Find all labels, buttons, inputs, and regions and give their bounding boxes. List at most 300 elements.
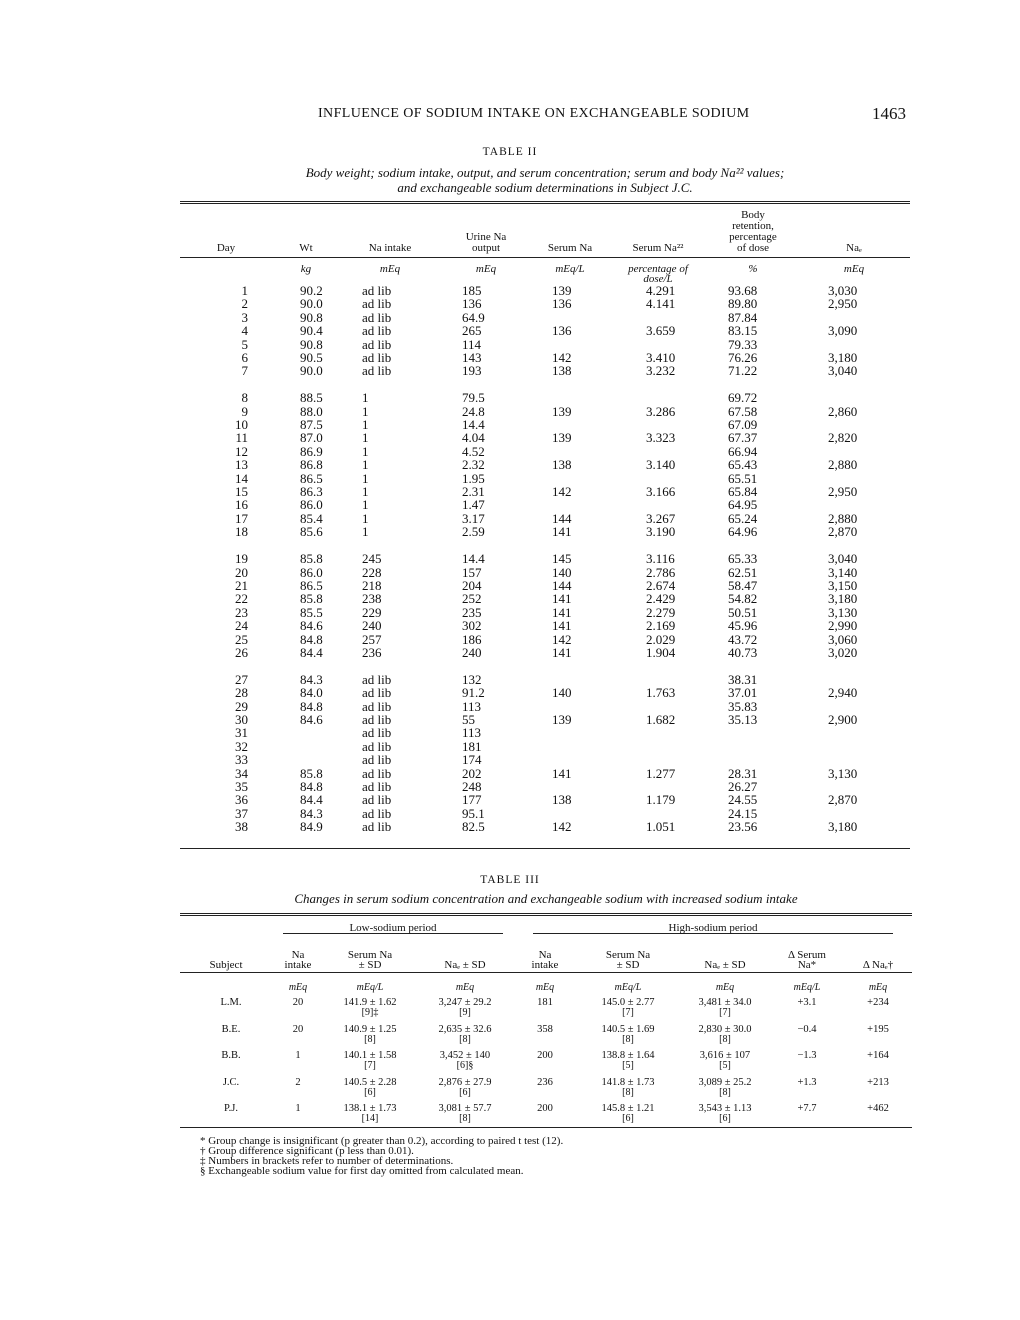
cell-na22: 3.166 — [646, 484, 676, 500]
cell-serum: 139 — [552, 430, 572, 446]
table-row — [180, 284, 910, 297]
cell-urine: 302 — [462, 618, 482, 634]
cell-ret: 76.26 — [728, 350, 758, 366]
header-wt: Wt — [299, 242, 313, 254]
header-low-na-line1: Na — [291, 949, 305, 961]
cell-day: 8 — [241, 390, 248, 406]
cell-serum — [532, 726, 608, 739]
cell-d-nae: +213 — [867, 1076, 889, 1088]
table-row — [180, 780, 910, 793]
cell-high-nae — [680, 1078, 770, 1105]
cell-serum — [532, 445, 608, 458]
cell-nae: 2,950 — [828, 296, 858, 312]
cell-wt: 84.6 — [300, 618, 323, 634]
table-row — [180, 552, 910, 565]
cell-wt: 84.6 — [300, 711, 323, 727]
cell-intake: 257 — [362, 631, 382, 647]
cell-urine: 91.2 — [462, 685, 485, 701]
cell-serum: 136 — [552, 323, 572, 339]
cell-urine: 2.59 — [462, 524, 485, 540]
table-row — [180, 700, 910, 713]
cell-intake: ad lib — [362, 778, 392, 794]
cell-day: 14 — [235, 470, 248, 486]
cell-na22: 4.291 — [646, 283, 676, 298]
cell-urine: 113 — [462, 698, 482, 714]
cell-day: 36 — [235, 792, 248, 808]
cell-na22: 3.659 — [646, 323, 676, 339]
unit3-low-serum: mEq/L — [356, 982, 384, 993]
table-row — [180, 1025, 912, 1052]
table-row — [180, 646, 910, 659]
cell-d-nae: +234 — [867, 997, 889, 1008]
cell-day: 22 — [235, 591, 248, 607]
cell-intake: 1 — [362, 390, 369, 406]
cell-ret: 87.84 — [728, 309, 758, 325]
cell-value: 3,247 ± 29.2 — [438, 997, 492, 1008]
cell-subject: P.J. — [223, 1103, 238, 1114]
table3-bottom-rule — [180, 1127, 912, 1128]
cell-urine: 4.52 — [462, 443, 485, 459]
table-row — [180, 512, 910, 525]
footnote: § Exchangeable sodium value for first day omitted from calculated mean. — [200, 1165, 524, 1177]
unit-ret: % — [748, 263, 758, 275]
cell-intake: ad lib — [362, 296, 392, 312]
cell-urine: 14.4 — [462, 551, 485, 567]
cell-urine: 1.95 — [462, 470, 485, 486]
cell-day: 7 — [241, 363, 248, 379]
footnote: † Group difference significant (p less than 0.01). — [200, 1145, 414, 1157]
header-high-na-line1: Na — [538, 949, 552, 961]
cell-na22: 3.286 — [646, 403, 676, 419]
cell-serum — [532, 700, 608, 713]
unit-na22 — [608, 254, 708, 284]
cell-day: 28 — [235, 685, 248, 701]
cell-ret: 40.73 — [728, 644, 758, 660]
cell-nae: 2,860 — [828, 403, 858, 419]
table2-caption — [180, 165, 910, 195]
cell-wt: 90.2 — [300, 283, 323, 298]
cell-urine: 204 — [462, 577, 482, 593]
cell-nae: 3,040 — [828, 363, 858, 379]
cell-wt: 90.8 — [300, 309, 323, 325]
cell-intake: 238 — [362, 591, 382, 607]
cell-na22: 2.429 — [646, 591, 676, 607]
unit3-low-nae: mEq — [455, 982, 475, 993]
cell-urine: 113 — [462, 725, 482, 741]
cell-d-serum: −0.4 — [797, 1023, 817, 1035]
cell-d-serum: −1.3 — [797, 1050, 817, 1061]
cell-low-na: 20 — [292, 1023, 304, 1035]
cell-low-na: 1 — [295, 1050, 301, 1061]
cell-value: 3,543 ± 1.13 — [698, 1103, 752, 1114]
group-high-label: High-sodium period — [533, 923, 893, 934]
cell-value: 140.1 ± 1.58 — [343, 1050, 397, 1061]
table2 — [180, 208, 910, 834]
cell-nae: 3,180 — [828, 591, 858, 607]
cell-count: [14] — [361, 1113, 379, 1124]
cell-na22: 1.904 — [646, 644, 676, 660]
cell-day: 26 — [235, 644, 248, 660]
cell-intake: 1 — [362, 430, 369, 446]
header-dserum-line2: Na* — [797, 959, 817, 971]
cell-urine: 185 — [462, 283, 482, 298]
cell-nae — [798, 311, 910, 324]
cell-serum: 138 — [552, 363, 572, 379]
cell-intake: ad lib — [362, 725, 392, 741]
header-ret-line2: retention, — [732, 220, 774, 232]
cell-nae — [798, 780, 910, 793]
cell-intake: 1 — [362, 417, 369, 433]
cell-value: 3,089 ± 25.2 — [698, 1076, 752, 1088]
cell-serum: 141 — [552, 604, 572, 620]
table-row — [180, 767, 910, 780]
table2-header-rule — [180, 257, 910, 258]
cell-ret: 24.55 — [728, 792, 758, 808]
cell-count: [5] — [719, 1060, 731, 1071]
cell-day: 30 — [235, 711, 248, 727]
unit-na22-line1: percentage of — [628, 263, 688, 275]
cell-urine: 3.17 — [462, 510, 485, 526]
cell-na22: 1.179 — [646, 792, 676, 808]
cell-urine: 1.47 — [462, 497, 485, 513]
cell-nae: 2,990 — [828, 618, 858, 634]
cell-day: 32 — [235, 738, 248, 754]
cell-wt: 86.5 — [300, 577, 323, 593]
cell-serum — [532, 673, 608, 686]
unit-serum: mEq/L — [555, 263, 585, 275]
cell-intake: 1 — [362, 443, 369, 459]
cell-count: [6] — [364, 1086, 376, 1098]
cell-na22: 3.116 — [646, 551, 675, 567]
cell-wt: 90.0 — [300, 363, 323, 379]
cell-nae — [798, 740, 910, 753]
cell-wt: 84.4 — [300, 792, 323, 808]
cell-count: [8] — [459, 1113, 471, 1124]
cell-ret: 43.72 — [728, 631, 758, 647]
cell-serum: 141 — [552, 644, 572, 660]
unit-day — [180, 254, 272, 284]
cell-na22 — [608, 338, 708, 351]
cell-day: 18 — [235, 524, 248, 540]
cell-serum: 140 — [552, 564, 572, 580]
cell-serum — [532, 472, 608, 485]
cell-serum: 140 — [552, 685, 572, 701]
cell-low-na: 2 — [295, 1076, 301, 1088]
cell-wt: 84.8 — [300, 698, 323, 714]
cell-ret: 37.01 — [728, 685, 758, 701]
cell-wt: 86.0 — [300, 564, 323, 580]
cell-intake: ad lib — [362, 350, 392, 366]
cell-wt: 84.4 — [300, 644, 323, 660]
cell-day: 12 — [235, 443, 248, 459]
table2-caption-line1: Body weight; sodium intake, output, and serum concentration; serum and body Na²² values; — [305, 165, 785, 180]
cell-serum: 141 — [552, 591, 572, 607]
unit-wt: kg — [300, 263, 312, 275]
cell-high-na: 358 — [537, 1023, 553, 1035]
cell-serum: 141 — [552, 765, 572, 781]
cell-value: 3,081 ± 57.7 — [438, 1103, 492, 1114]
cell-urine: 252 — [462, 591, 482, 607]
table-row — [180, 431, 910, 444]
table-row — [180, 566, 910, 579]
header-urine-na — [440, 208, 532, 254]
cell-intake: 245 — [362, 551, 382, 567]
cell-intake: ad lib — [362, 363, 392, 379]
cell-serum: 144 — [552, 577, 572, 593]
table2-header-row — [180, 208, 910, 254]
cell-day: 10 — [235, 417, 248, 433]
cell-nae: 3,180 — [828, 819, 858, 835]
cell-nae: 3,060 — [828, 631, 858, 647]
cell-urine: 248 — [462, 778, 482, 794]
cell-wt: 87.0 — [300, 430, 323, 446]
cell-urine: 186 — [462, 631, 482, 647]
cell-ret: 79.33 — [728, 336, 758, 352]
cell-day: 27 — [235, 671, 248, 687]
unit-na22-line2: dose/L — [643, 273, 673, 285]
cell-count: [8] — [622, 1033, 634, 1045]
cell-ret: 45.96 — [728, 618, 758, 634]
cell-intake: ad lib — [362, 309, 392, 325]
table3-footnotes — [200, 1136, 563, 1176]
unit-intake: mEq — [379, 263, 401, 275]
cell-ret: 93.68 — [728, 283, 758, 298]
header-delta-nae: Δ Naₑ† — [862, 959, 894, 971]
cell-na22: 1.763 — [646, 685, 676, 701]
cell-na22: 2.786 — [646, 564, 676, 580]
cell-wt: 85.4 — [300, 510, 323, 526]
cell-na22: 3.410 — [646, 350, 676, 366]
unit3-dserum: mEq/L — [793, 982, 821, 993]
header-serum-na: Serum Na — [547, 242, 593, 254]
cell-ret: 64.95 — [728, 497, 758, 513]
table2-bottom-rule — [180, 848, 910, 849]
cell-ret: 35.83 — [728, 698, 758, 714]
cell-wt — [272, 726, 340, 739]
cell-na22: 2.029 — [646, 631, 676, 647]
cell-wt: 85.8 — [300, 765, 323, 781]
cell-urine: 174 — [462, 752, 482, 768]
cell-low-nae — [416, 1078, 514, 1105]
cell-low-na: 20 — [292, 997, 304, 1008]
cell-na22: 2.279 — [646, 604, 676, 620]
header-na-intake: Na intake — [368, 242, 412, 254]
cell-wt: 90.8 — [300, 336, 323, 352]
header-nae: Naₑ — [846, 242, 862, 254]
cell-value: 2,876 ± 27.9 — [438, 1076, 492, 1088]
cell-nae: 3,030 — [828, 283, 858, 298]
header-subject: Subject — [209, 959, 243, 971]
cell-na22: 3.267 — [646, 510, 676, 526]
table-row — [180, 807, 910, 820]
cell-value: 140.5 ± 1.69 — [601, 1023, 655, 1035]
table-row — [180, 418, 910, 431]
cell-urine: 193 — [462, 363, 482, 379]
header-day: Day — [216, 242, 236, 254]
cell-count: [7] — [719, 1007, 731, 1018]
cell-day: 38 — [235, 819, 248, 835]
table-row — [180, 338, 910, 351]
cell-serum: 138 — [552, 792, 572, 808]
cell-intake: ad lib — [362, 698, 392, 714]
cell-count: [7] — [622, 1007, 634, 1018]
cell-low-serum — [324, 998, 416, 1025]
table-row — [180, 458, 910, 471]
cell-value: 141.8 ± 1.73 — [601, 1076, 655, 1088]
unit3-dnae: mEq — [868, 982, 888, 993]
cell-urine: 2.32 — [462, 457, 485, 473]
cell-wt: 86.5 — [300, 470, 323, 486]
table-row — [180, 498, 910, 511]
table-row — [180, 673, 910, 686]
cell-nae — [798, 753, 910, 766]
cell-ret: 83.15 — [728, 323, 758, 339]
cell-ret — [708, 740, 798, 753]
cell-count: [5] — [622, 1060, 634, 1071]
cell-wt: 84.3 — [300, 805, 323, 821]
cell-nae: 2,820 — [828, 430, 858, 446]
cell-nae: 3,090 — [828, 323, 858, 339]
table3-label: TABLE III — [480, 874, 540, 886]
cell-day: 33 — [235, 752, 248, 768]
footnote: * Group change is insignificant (p greater than 0.2), according to paired t test (12). — [200, 1135, 564, 1147]
cell-intake: 218 — [362, 577, 382, 593]
footnote: ‡ Numbers in brackets refer to number of determinations. — [200, 1155, 454, 1167]
cell-count: [8] — [719, 1033, 731, 1045]
cell-day: 29 — [235, 698, 248, 714]
cell-wt: 86.3 — [300, 484, 323, 500]
cell-na22: 1.277 — [646, 765, 676, 781]
cell-d-serum: +1.3 — [797, 1076, 817, 1088]
cell-d-nae: +164 — [867, 1050, 889, 1061]
cell-serum: 141 — [552, 618, 572, 634]
table3-units-row — [180, 974, 912, 998]
cell-urine: 202 — [462, 765, 482, 781]
cell-serum — [532, 338, 608, 351]
cell-high-nae — [680, 1025, 770, 1052]
unit3-high-na: mEq — [535, 982, 555, 993]
table-row — [180, 405, 910, 418]
table3-header-row — [180, 936, 912, 974]
cell-urine: 143 — [462, 350, 482, 366]
cell-nae: 2,880 — [828, 510, 858, 526]
cell-ret: 50.51 — [728, 604, 758, 620]
cell-high-na: 200 — [537, 1103, 553, 1114]
cell-nae: 3,130 — [828, 765, 858, 781]
cell-na22 — [608, 418, 708, 431]
cell-day: 16 — [235, 497, 248, 513]
cell-ret: 28.31 — [728, 765, 758, 781]
cell-nae: 3,150 — [828, 577, 858, 593]
header-high-nae: Naₑ ± SD — [704, 959, 746, 971]
cell-serum — [532, 391, 608, 404]
cell-serum: 142 — [552, 819, 572, 835]
header-urine-line2: output — [471, 242, 501, 254]
cell-day: 2 — [241, 296, 248, 312]
group-high-sodium — [514, 920, 912, 936]
cell-day: 34 — [235, 765, 248, 781]
cell-serum: 141 — [552, 524, 572, 540]
header-ret-line3: percentage — [729, 231, 777, 243]
cell-day: 3 — [241, 309, 248, 325]
cell-wt: 85.8 — [300, 591, 323, 607]
cell-urine: 79.5 — [462, 390, 485, 406]
cell-subject: B.E. — [221, 1023, 241, 1035]
table-row — [180, 324, 910, 337]
table-row — [180, 1078, 912, 1105]
cell-na22 — [608, 673, 708, 686]
cell-day: 15 — [235, 484, 248, 500]
cell-day: 9 — [241, 403, 248, 419]
cell-intake: ad lib — [362, 336, 392, 352]
cell-count: [6] — [622, 1113, 634, 1124]
header-low-serum — [324, 936, 416, 974]
group-spacer — [180, 539, 910, 552]
cell-day: 4 — [241, 323, 248, 339]
cell-ret: 65.24 — [728, 510, 758, 526]
cell-intake: ad lib — [362, 685, 392, 701]
cell-intake: 236 — [362, 644, 382, 660]
table2-units-row — [180, 254, 910, 284]
cell-low-serum — [324, 1051, 416, 1078]
cell-na22 — [608, 391, 708, 404]
cell-ret: 67.58 — [728, 403, 758, 419]
cell-wt — [272, 740, 340, 753]
cell-serum: 136 — [552, 296, 572, 312]
header-high-serum — [576, 936, 680, 974]
cell-nae — [798, 700, 910, 713]
cell-low-serum — [324, 1025, 416, 1052]
cell-intake: ad lib — [362, 323, 392, 339]
cell-urine: 64.9 — [462, 309, 485, 325]
cell-count: [7] — [364, 1060, 376, 1071]
table-row — [180, 753, 910, 766]
cell-intake: ad lib — [362, 765, 392, 781]
header-low-serum-line1: Serum Na — [347, 949, 393, 961]
cell-wt: 85.8 — [300, 551, 323, 567]
cell-serum: 142 — [552, 631, 572, 647]
table-row — [180, 297, 910, 310]
cell-wt: 84.8 — [300, 778, 323, 794]
cell-urine: 55 — [462, 711, 475, 727]
cell-ret: 58.47 — [728, 577, 758, 593]
table-row — [180, 793, 910, 806]
group-spacer — [180, 378, 910, 391]
cell-day: 23 — [235, 604, 248, 620]
cell-high-na: 236 — [537, 1076, 553, 1088]
table-row — [180, 740, 910, 753]
table2-label: TABLE II — [482, 146, 538, 158]
cell-nae: 3,020 — [828, 644, 858, 660]
cell-high-serum — [576, 1025, 680, 1052]
cell-na22: 3.232 — [646, 363, 676, 379]
cell-urine: 2.31 — [462, 484, 485, 500]
cell-nae — [798, 498, 910, 511]
cell-wt: 86.9 — [300, 443, 323, 459]
cell-low-na: 1 — [295, 1103, 301, 1114]
cell-urine: 82.5 — [462, 819, 485, 835]
cell-ret — [708, 753, 798, 766]
cell-low-nae — [416, 1051, 514, 1078]
cell-serum: 144 — [552, 510, 572, 526]
table2-caption-line2: and exchangeable sodium determinations in Subject J.C. — [397, 180, 693, 195]
cell-high-serum — [576, 998, 680, 1025]
table-row — [180, 485, 910, 498]
cell-high-nae — [680, 1051, 770, 1078]
cell-nae: 2,950 — [828, 484, 858, 500]
cell-na22 — [608, 780, 708, 793]
table-row — [180, 1051, 912, 1078]
